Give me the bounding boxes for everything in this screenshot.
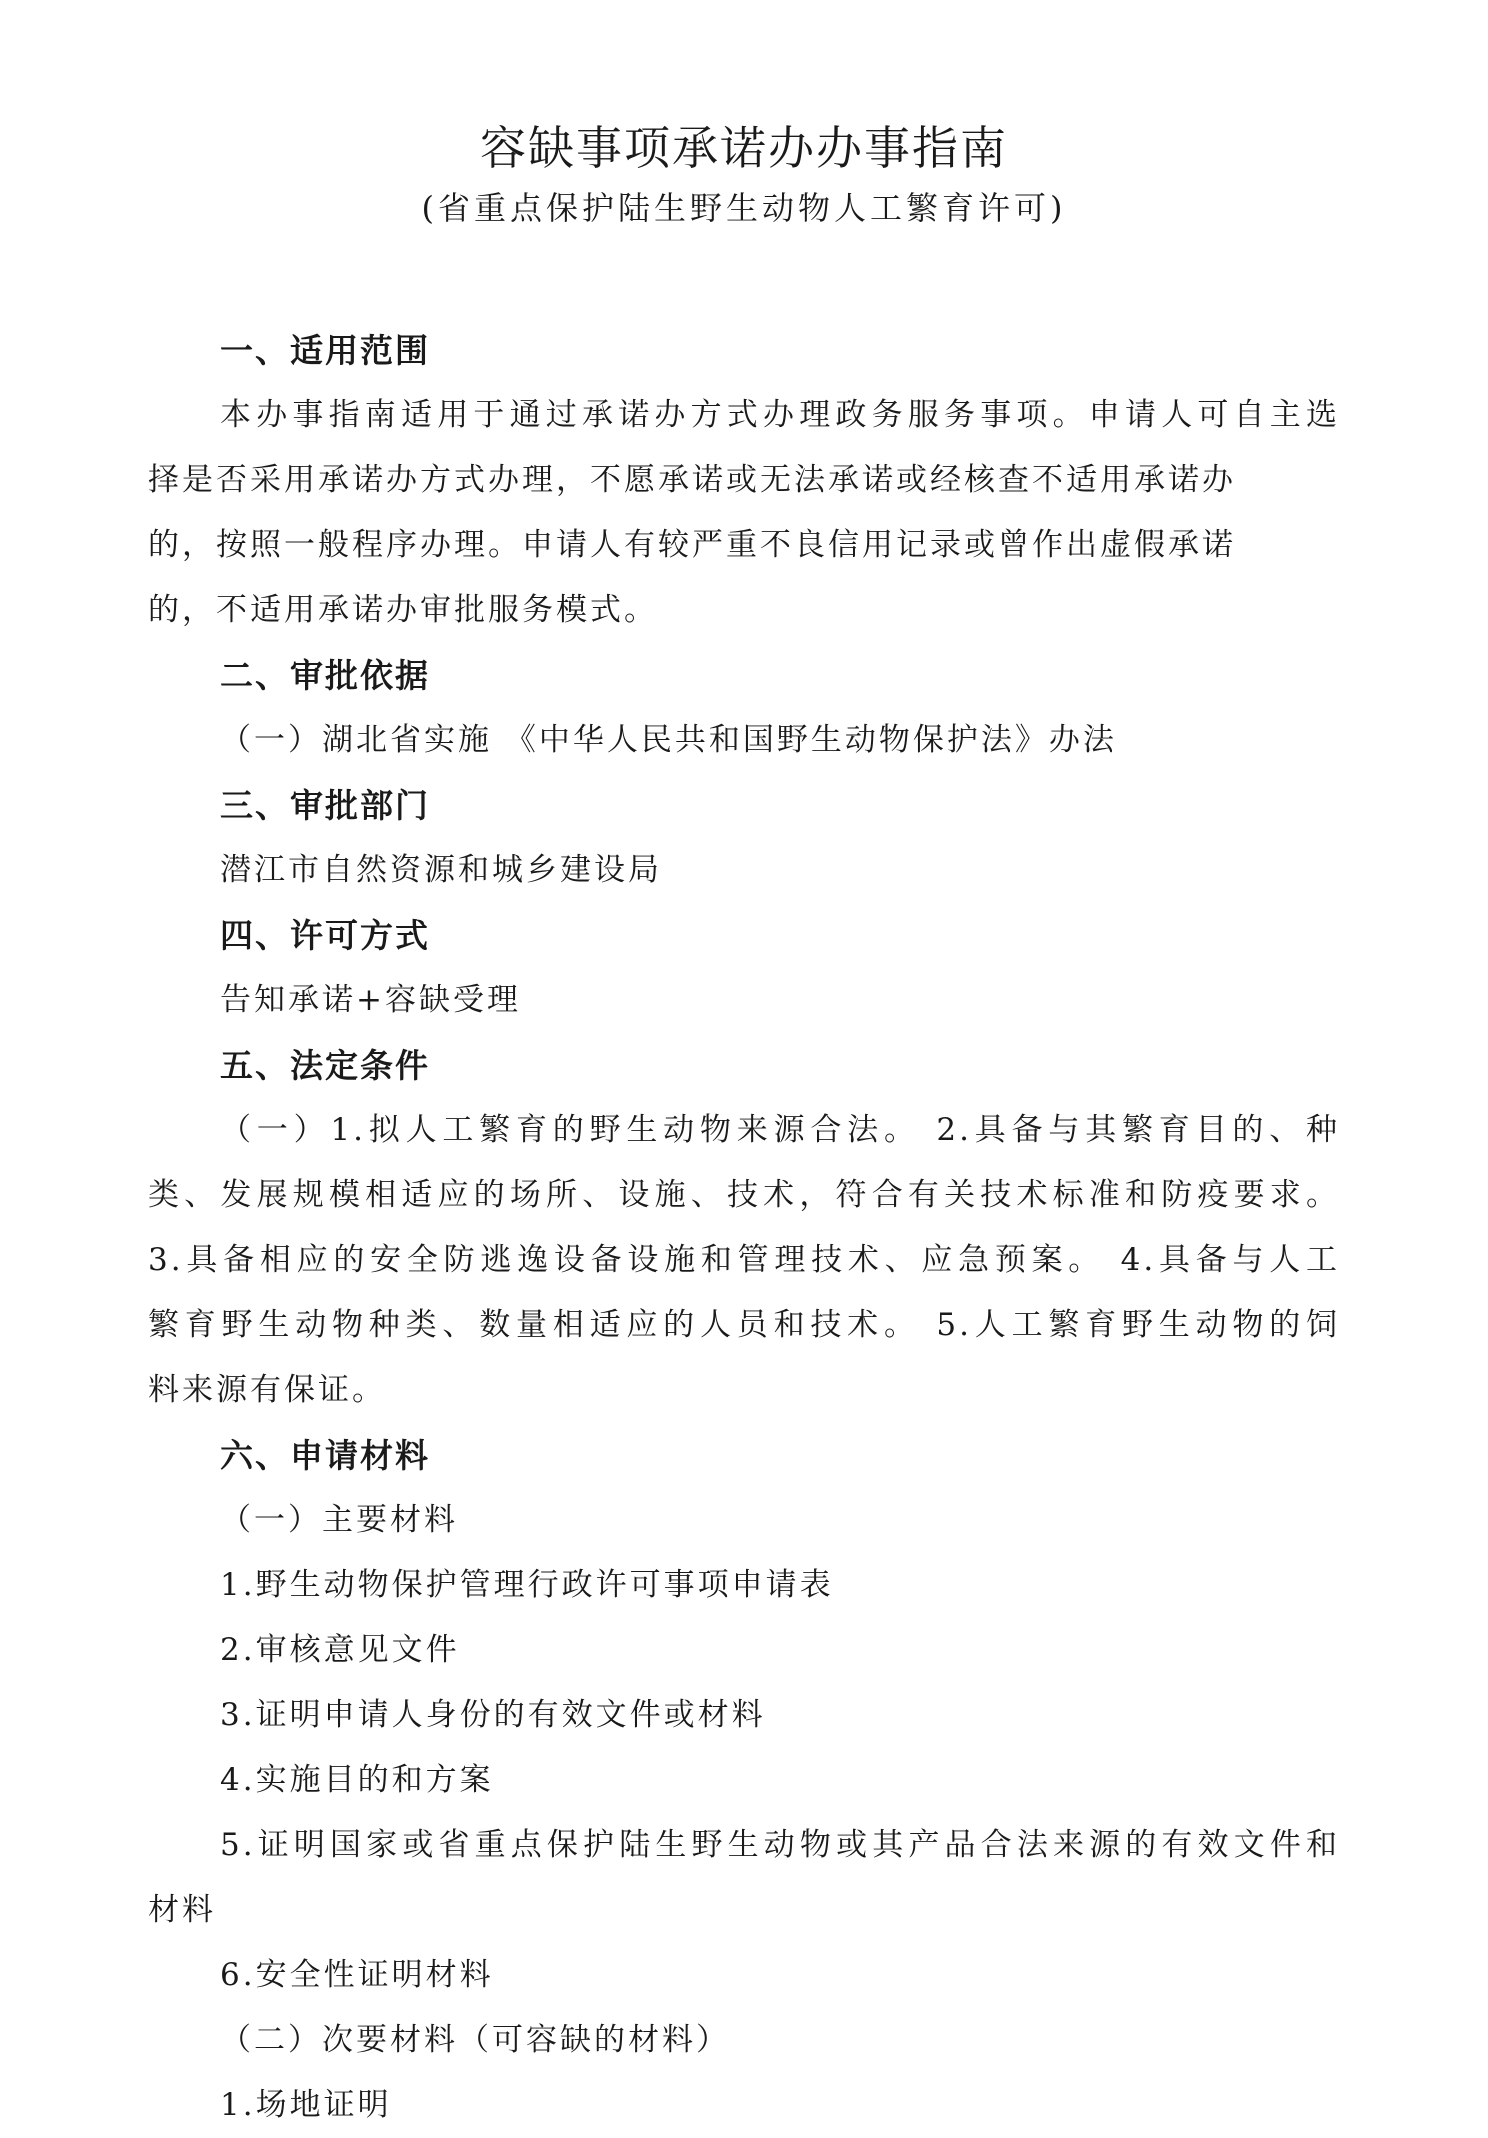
document-title: 容缺事项承诺办办事指南 [480, 121, 1008, 175]
section-heading: 四、许可方式 [220, 916, 430, 955]
paragraph-line: 料来源有保证。 [148, 1372, 386, 1408]
paragraph-line: 2.审核意见文件 [220, 1632, 460, 1668]
paragraph-line: 5.证明国家或省重点保护陆生野生动物或其产品合法来源的有效文件和 [220, 1827, 1340, 1863]
paragraph-line: （一）主要材料 [220, 1502, 458, 1538]
paragraph-line: 1.野生动物保护管理行政许可事项申请表 [220, 1567, 834, 1603]
paragraph-line: 材料 [148, 1892, 216, 1928]
section-heading: 六、申请材料 [220, 1436, 430, 1475]
paragraph-line: 择是否采用承诺办方式办理，不愿承诺或无法承诺或经核查不适用承诺办 [148, 462, 1236, 498]
paragraph-line: （一）湖北省实施 《中华人民共和国野生动物保护法》办法 [220, 722, 1117, 758]
paragraph-line: 类、发展规模相适应的场所、设施、技术，符合有关技术标准和防疫要求。 [148, 1177, 1340, 1213]
paragraph-line: 4.实施目的和方案 [220, 1762, 494, 1798]
paragraph-line: 3.证明申请人身份的有效文件或材料 [220, 1697, 766, 1733]
section-heading: 一、适用范围 [220, 331, 430, 370]
section-heading: 二、审批依据 [220, 656, 430, 695]
paragraph-line: （一）1.拟人工繁育的野生动物来源合法。 2.具备与其繁育目的、种 [220, 1112, 1340, 1148]
paragraph-line: 的，不适用承诺办审批服务模式。 [148, 592, 658, 628]
document-subtitle: (省重点保护陆生野生动物人工繁育许可) [421, 189, 1067, 227]
document-body [148, 318, 1340, 2138]
paragraph-line: 本办事指南适用于通过承诺办方式办理政务服务事项。申请人可自主选 [220, 397, 1340, 433]
paragraph-line: 告知承诺+容缺受理 [220, 982, 521, 1018]
paragraph-line: （二）次要材料（可容缺的材料） [220, 2022, 730, 2058]
paragraph-line: 繁育野生动物种类、数量相适应的人员和技术。 5.人工繁育野生动物的饲 [148, 1307, 1340, 1343]
section-heading: 三、审批部门 [220, 786, 430, 825]
paragraph-line: 3.具备相应的安全防逃逸设备设施和管理技术、应急预案。 4.具备与人工 [148, 1242, 1340, 1278]
paragraph-line: 潜江市自然资源和城乡建设局 [220, 852, 662, 888]
paragraph-line: 1.场地证明 [220, 2087, 392, 2123]
paragraph-line: 6.安全性证明材料 [220, 1957, 494, 1993]
paragraph-line: 的，按照一般程序办理。申请人有较严重不良信用记录或曾作出虚假承诺 [148, 527, 1236, 563]
section-heading: 五、法定条件 [220, 1046, 430, 1085]
